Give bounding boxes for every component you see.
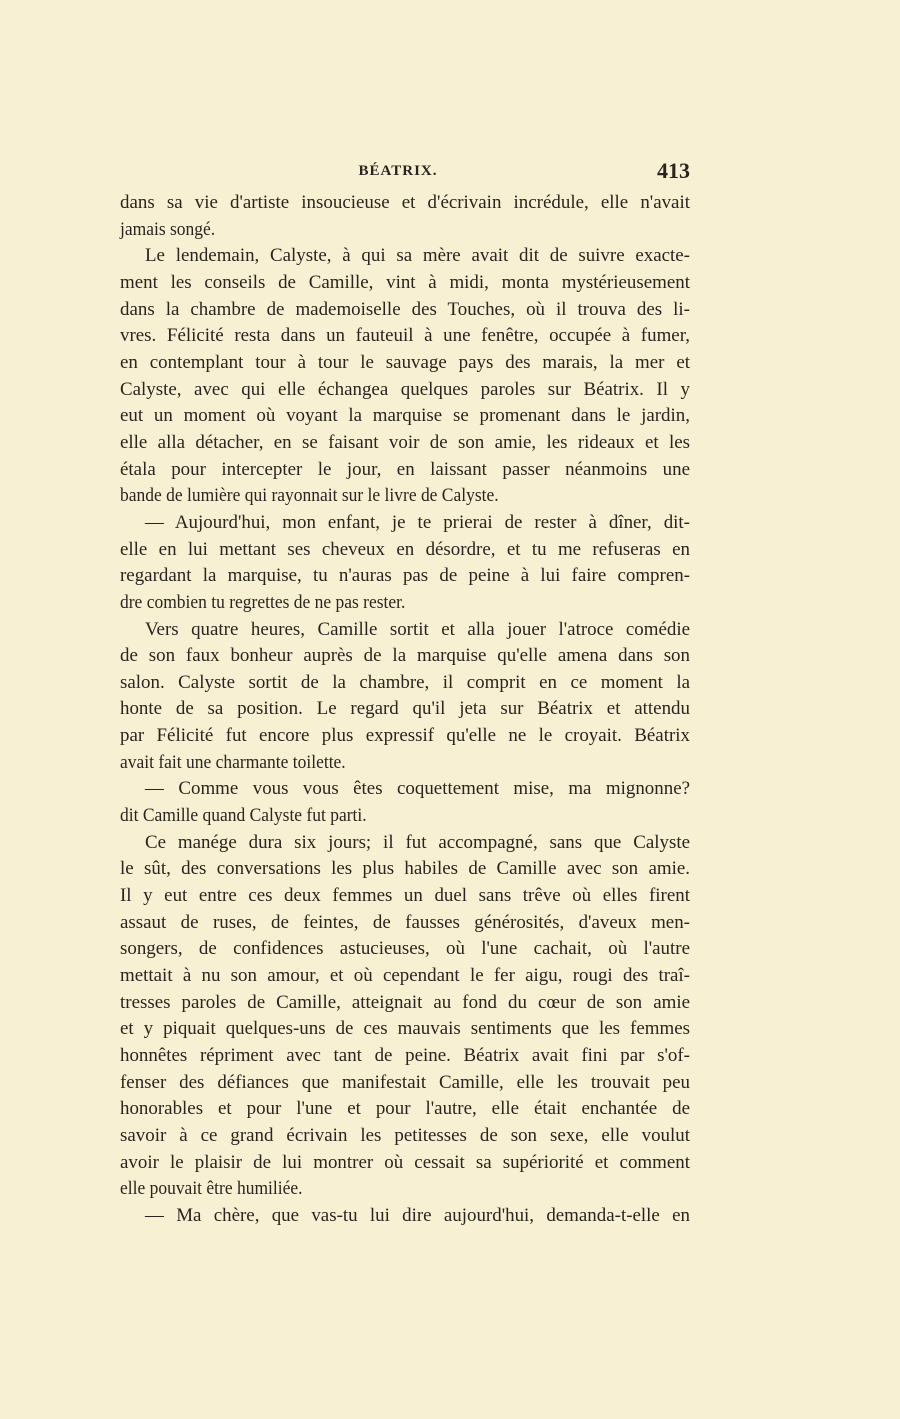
text-line: jamais songé.: [120, 218, 216, 240]
text-line: vres. Félicité resta dans un fauteuil à une fenêtre, occupée à fumer,: [120, 325, 690, 347]
text-line: elle pouvait être humiliée.: [120, 1178, 303, 1200]
text-line: ment les conseils de Camille, vint à midi, monta mystérieusement: [120, 271, 690, 293]
running-title: BÉATRIX.: [358, 163, 438, 179]
text-line: savoir à ce grand écrivain les petitesses de son sexe, elle voulut: [120, 1124, 690, 1146]
text-line: fenser des défiances que manifestait Camille, elle les trouvait peu: [120, 1071, 690, 1093]
paragraph: [120, 1203, 690, 1230]
text-line: mettait à nu son amour, et où cependant le fer aigu, rougi des traî-: [120, 965, 690, 987]
text-line: honnêtes répriment avec tant de peine. Béatrix avait fini par s'of-: [120, 1045, 690, 1066]
text-line: songers, de confidences astucieuses, où l'une cachait, où l'autre: [120, 938, 690, 960]
paragraph: [120, 617, 690, 777]
text-line: honte de sa position. Le regard qu'il jeta sur Béatrix et attendu: [120, 698, 690, 720]
text-line: Il y eut entre ces deux femmes un duel sans trêve où elles firent: [120, 885, 690, 907]
text-line: elle en lui mettant ses cheveux en désordre, et tu me refuseras en: [120, 538, 690, 560]
text-line: assaut de ruses, de feintes, de fausses générosités, d'aveux men-: [120, 911, 690, 933]
paragraph: [120, 830, 690, 1203]
paragraph: [120, 776, 690, 829]
text-line: elle alla détacher, en se faisant voir de son amie, les rideaux et les: [120, 431, 690, 453]
text-line: de son faux bonheur auprès de la marquise qu'elle amena dans son: [120, 645, 690, 667]
paragraph: [120, 190, 690, 243]
paragraph: [120, 243, 690, 510]
page-number: 413: [657, 158, 690, 183]
text-line: étala pour intercepter le jour, en laissant passer néanmoins une: [120, 458, 690, 480]
text-line: — Ma chère, que vas-tu lui dire aujourd'hui, demanda-t-elle en: [144, 1204, 690, 1226]
text-line: en contemplant tour à tour le sauvage pays des marais, la mer et: [120, 351, 690, 373]
text-line: Vers quatre heures, Camille sortit et alla jouer l'atroce comédie: [144, 618, 690, 640]
text-line: dre combien tu regrettes de ne pas rester.: [120, 591, 406, 613]
text-line: avoir le plaisir de lui montrer où cessait sa supériorité et comment: [120, 1151, 690, 1173]
text-line: dit Camille quand Calyste fut parti.: [120, 805, 367, 827]
text-line: dans la chambre de mademoiselle des Touches, où il trouva des li-: [120, 298, 690, 320]
text-line: avait fait une charmante toilette.: [120, 751, 346, 773]
text-line: — Aujourd'hui, mon enfant, je te prierai de rester à dîner, dit-: [144, 511, 690, 533]
text-line: — Comme vous vous êtes coquettement mise, ma mignonne?: [144, 778, 690, 800]
text-line: honorables et pour l'une et pour l'autre, elle était enchantée de: [120, 1098, 690, 1120]
text-line: dans sa vie d'artiste insoucieuse et d'écrivain incrédule, elle n'avait: [120, 192, 690, 213]
text-line: eut un moment où voyant la marquise se promenant dans le jardin,: [120, 405, 690, 427]
text-line: tresses paroles de Camille, atteignait au fond du cœur de son amie: [120, 991, 690, 1013]
running-head: [120, 160, 690, 188]
text-line: bande de lumière qui rayonnait sur le livre de Calyste.: [120, 485, 499, 507]
text-line: salon. Calyste sortit de la chambre, il comprit en ce moment la: [120, 671, 690, 693]
text-line: Ce manége dura six jours; il fut accompagné, sans que Calyste: [144, 831, 690, 853]
text-line: regardant la marquise, tu n'auras pas de peine à lui faire compren-: [120, 565, 690, 587]
text-line: le sût, des conversations les plus habiles de Camille avec son amie.: [120, 858, 690, 880]
paragraph: [120, 510, 690, 617]
text-line: et y piquait quelques-uns de ces mauvais sentiments que les femmes: [120, 1018, 690, 1040]
text-line: par Félicité fut encore plus expressif qu'elle ne le croyait. Béatrix: [120, 725, 690, 747]
text-line: Le lendemain, Calyste, à qui sa mère avait dit de suivre exacte-: [144, 245, 690, 267]
text-line: Calyste, avec qui elle échangea quelques paroles sur Béatrix. Il y: [120, 378, 690, 400]
body-text: [120, 190, 690, 1230]
